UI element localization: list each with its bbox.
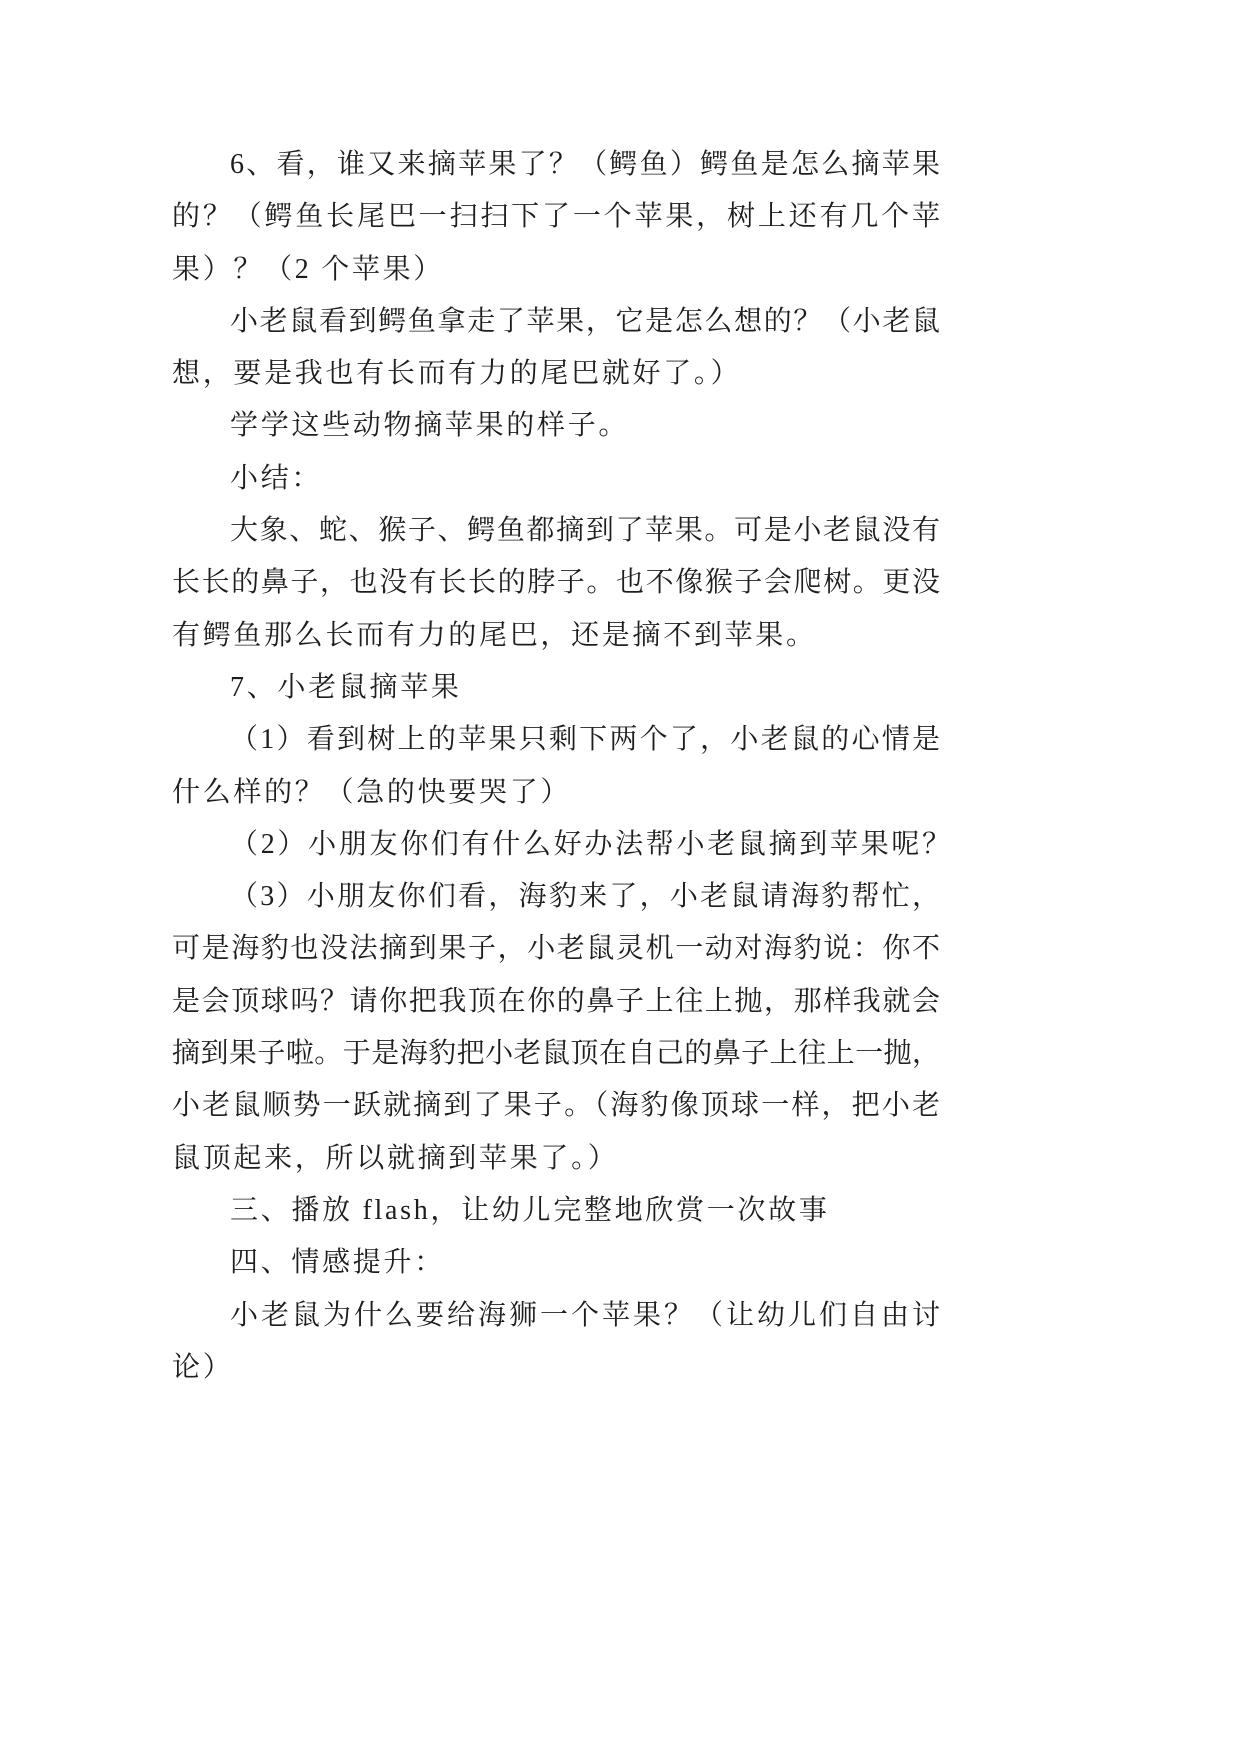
text-line: 果）？（2 个苹果） xyxy=(172,253,445,285)
text-line: 小结： xyxy=(230,462,323,494)
paragraph-step-7-item-2 xyxy=(172,819,953,871)
text-line: 小老鼠看到鳄鱼拿走了苹果，它是怎么想的？（小老鼠 xyxy=(230,305,940,337)
text-line: 大象、蛇、猴子、鳄鱼都摘到了苹果。可是小老鼠没有 xyxy=(230,515,940,547)
document-page xyxy=(172,139,953,1394)
text-line: 7、小老鼠摘苹果 xyxy=(230,671,462,703)
text-line: 6、看，谁又来摘苹果了？（鳄鱼）鳄鱼是怎么摘苹果 xyxy=(230,149,940,180)
paragraph-step-6-crocodile xyxy=(172,139,940,296)
text-line: 鼠顶起来，所以就摘到苹果了。） xyxy=(172,1142,619,1174)
text-line: 摘到果子啦。于是海豹把小老鼠顶在自己的鼻子上往上一抛， xyxy=(172,1038,940,1070)
text-line: 小老鼠顺势一跃就摘到了果子。（海豹像顶球一样，把小老 xyxy=(172,1090,940,1122)
text-line: （2）小朋友你们有什么好办法帮小老鼠摘到苹果呢？ xyxy=(230,828,953,860)
text-line: 小老鼠为什么要给海狮一个苹果？（让幼儿们自由讨 xyxy=(230,1299,940,1331)
text-line: 可是海豹也没法摘到果子，小老鼠灵机一动对海豹说：你不 xyxy=(172,933,940,965)
text-line: 的？（鳄鱼长尾巴一扫扫下了一个苹果，树上还有几个苹 xyxy=(172,201,940,233)
paragraph-step-7-item-1 xyxy=(172,714,940,819)
text-line: （3）小朋友你们看，海豹来了，小老鼠请海豹帮忙， xyxy=(230,881,940,913)
paragraph-imitate-animals xyxy=(172,400,940,452)
text-line: 是会顶球吗？请你把我顶在你的鼻子上往上抛，那样我就会 xyxy=(172,985,940,1017)
paragraph-section-4-heading xyxy=(172,1237,940,1289)
paragraph-step-7-heading xyxy=(172,662,940,714)
paragraph-section-4-body xyxy=(172,1290,940,1395)
paragraph-section-3 xyxy=(172,1185,940,1237)
text-line: 论） xyxy=(172,1351,234,1383)
text-line: 想，要是我也有长而有力的尾巴就好了。） xyxy=(172,358,742,390)
paragraph-summary-body xyxy=(172,505,940,662)
text-line: 学学这些动物摘苹果的样子。 xyxy=(230,410,630,442)
paragraph-mouse-thought xyxy=(172,296,940,401)
text-line: 有鳄鱼那么长而有力的尾巴，还是摘不到苹果。 xyxy=(172,619,817,651)
text-line: 什么样的？（急的快要哭了） xyxy=(172,776,572,808)
paragraph-step-7-item-3 xyxy=(172,871,940,1185)
text-line: 四、情感提升： xyxy=(230,1247,445,1279)
text-line: （1）看到树上的苹果只剩下两个了，小老鼠的心情是 xyxy=(230,724,940,756)
text-line: 三、播放 flash，让幼儿完整地欣赏一次故事 xyxy=(230,1194,830,1226)
text-line: 长长的鼻子，也没有长长的脖子。也不像猴子会爬树。更没 xyxy=(172,567,940,599)
paragraph-summary-heading xyxy=(172,453,940,505)
